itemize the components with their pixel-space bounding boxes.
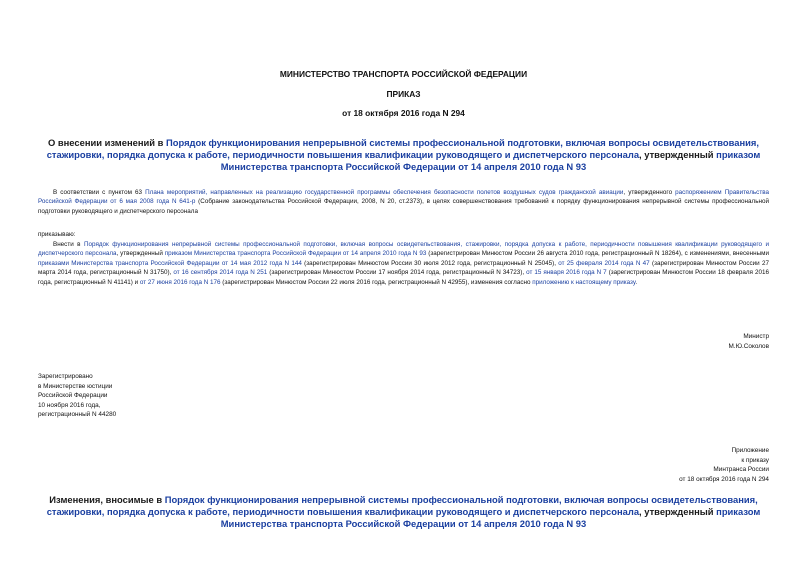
order-link-order-47[interactable]: от 25 февраля 2014 года N 47 xyxy=(558,259,650,267)
order-date: от 18 октября 2016 года N 294 xyxy=(342,108,465,118)
appendix-line: от 18 октября 2016 года N 294 xyxy=(679,475,769,483)
order-word: приказываю: xyxy=(38,231,76,238)
preamble-text-1: В соответствии с пунктом 63 xyxy=(53,189,146,196)
order-link-order-176[interactable]: от 27 июня 2016 года N 176 xyxy=(139,278,221,286)
appendix-line: Приложение xyxy=(731,447,769,454)
order-text-5: (зарегистрирован Минюстом России 27 марта 2014 года, регистрационный N 31750), xyxy=(38,259,769,277)
order-link-order-251[interactable]: от 16 сентября 2014 года N 251 xyxy=(173,269,268,277)
preamble-link-decree[interactable]: распоряжением Правительства Российской Федерации от 6 мая 2008 года N 641-р xyxy=(38,189,769,206)
appendix-title xyxy=(38,494,769,530)
order-paragraph xyxy=(38,240,769,287)
preamble-text-2: , утвержденного xyxy=(623,189,676,196)
order-heading: ПРИКАЗ xyxy=(386,89,421,99)
order-link-procedure[interactable]: Порядок функционирования непрерывной системы профессиональной подготовки, включая вопросы освидетельствования, стажировки, порядка допуска к работе, периодичности повышения квалификации руководящего и диспетчерского персонала xyxy=(38,241,769,258)
title-link-order[interactable]: приказом Министерства транспорта Российской Федерации от 14 апреля 2010 года N 93 xyxy=(220,149,761,172)
order-text-8: (зарегистрирован Минюстом России 22 июля 2016 года, регистрационный N 42955), изменения согласно xyxy=(220,278,533,286)
order-link-order-144[interactable]: приказами Министерства транспорта Российской Федерации от 14 мая 2012 года N 144 xyxy=(38,259,302,267)
appendix-title-middle: , утвержденный xyxy=(639,506,717,517)
order-text-4: (зарегистрирован Минюстом России 30 июля 2012 года, регистрационный N 25045), xyxy=(301,259,559,267)
appendix-title-link-procedure[interactable]: Порядок функционирования непрерывной системы профессиональной подготовки, включая вопросы освидетельствования, стажировки, порядка допуска к работе, периодичности повышения квалификации руководящего и диспетчерского персонала xyxy=(46,494,758,517)
ministry-heading: МИНИСТЕРСТВО ТРАНСПОРТА РОССИЙСКОЙ ФЕДЕРАЦИИ xyxy=(279,69,528,79)
registration-line: Зарегистрировано xyxy=(38,373,93,380)
document-title xyxy=(38,137,769,173)
preamble-link-plan[interactable]: Плана мероприятий, направленных на реализацию государственной программы обеспечения безопасности полетов воздушных судов гражданской авиации xyxy=(145,189,624,196)
title-middle: , утвержденный xyxy=(639,149,717,160)
signature-block xyxy=(728,332,769,351)
order-text-3: (зарегистрирован Минюстом России 26 августа 2010 года, регистрационный N 18264), с изменениями, внесенными xyxy=(426,250,769,258)
registration-line: регистрационный N 44280 xyxy=(38,411,117,419)
order-text-1: Внести в xyxy=(53,241,84,248)
title-prefix: О внесении изменений в xyxy=(47,137,166,148)
registration-line: Российской Федерации xyxy=(38,392,108,400)
appendix-block xyxy=(679,446,769,484)
appendix-line: к приказу xyxy=(741,456,769,464)
signature-position: Министр xyxy=(743,333,769,340)
order-link-order-7[interactable]: от 15 января 2016 года N 7 xyxy=(526,269,607,277)
registration-line: 10 ноября 2016 года, xyxy=(38,401,101,409)
signature-name: М.Ю.Соколов xyxy=(728,342,769,350)
registration-line: в Министерстве юстиции xyxy=(38,382,113,390)
title-link-procedure[interactable]: Порядок функционирования непрерывной системы профессиональной подготовки, включая вопросы освидетельствования, стажировки, порядка допуска к работе, периодичности повышения квалификации руководящего и диспетчерского персонала xyxy=(46,137,759,160)
appendix-line: Минтранса России xyxy=(713,466,769,474)
order-text-6: (зарегистрирован Минюстом России 17 ноября 2014 года, регистрационный N 34723), xyxy=(267,269,527,277)
order-text-2: , утвержденный xyxy=(116,250,165,258)
preamble-paragraph xyxy=(38,188,769,216)
preamble-text-3: (Собрание законодательства Российской Федерации, 2008, N 20, ст.2373), в целях совершенствования требований к порядку функционирования непрерывной системы профессиональной подготовки руководящего и диспетчерского персонала xyxy=(38,198,769,215)
appendix-title-prefix: Изменения, вносимые в xyxy=(49,494,165,505)
order-link-order-93[interactable]: приказом Министерства транспорта Российской Федерации от 14 апреля 2010 года N 93 xyxy=(164,250,427,258)
appendix-title-link-order[interactable]: приказом Министерства транспорта Российской Федерации от 14 апреля 2010 года N 93 xyxy=(220,506,761,529)
registration-block xyxy=(38,372,116,420)
order-link-appendix[interactable]: приложению к настоящему приказу xyxy=(532,278,636,286)
order-text-9: . xyxy=(635,278,638,286)
order-text-7: (зарегистрирован Минюстом России 18 февраля 2016 года, регистрационный N 41141) и xyxy=(38,269,769,286)
